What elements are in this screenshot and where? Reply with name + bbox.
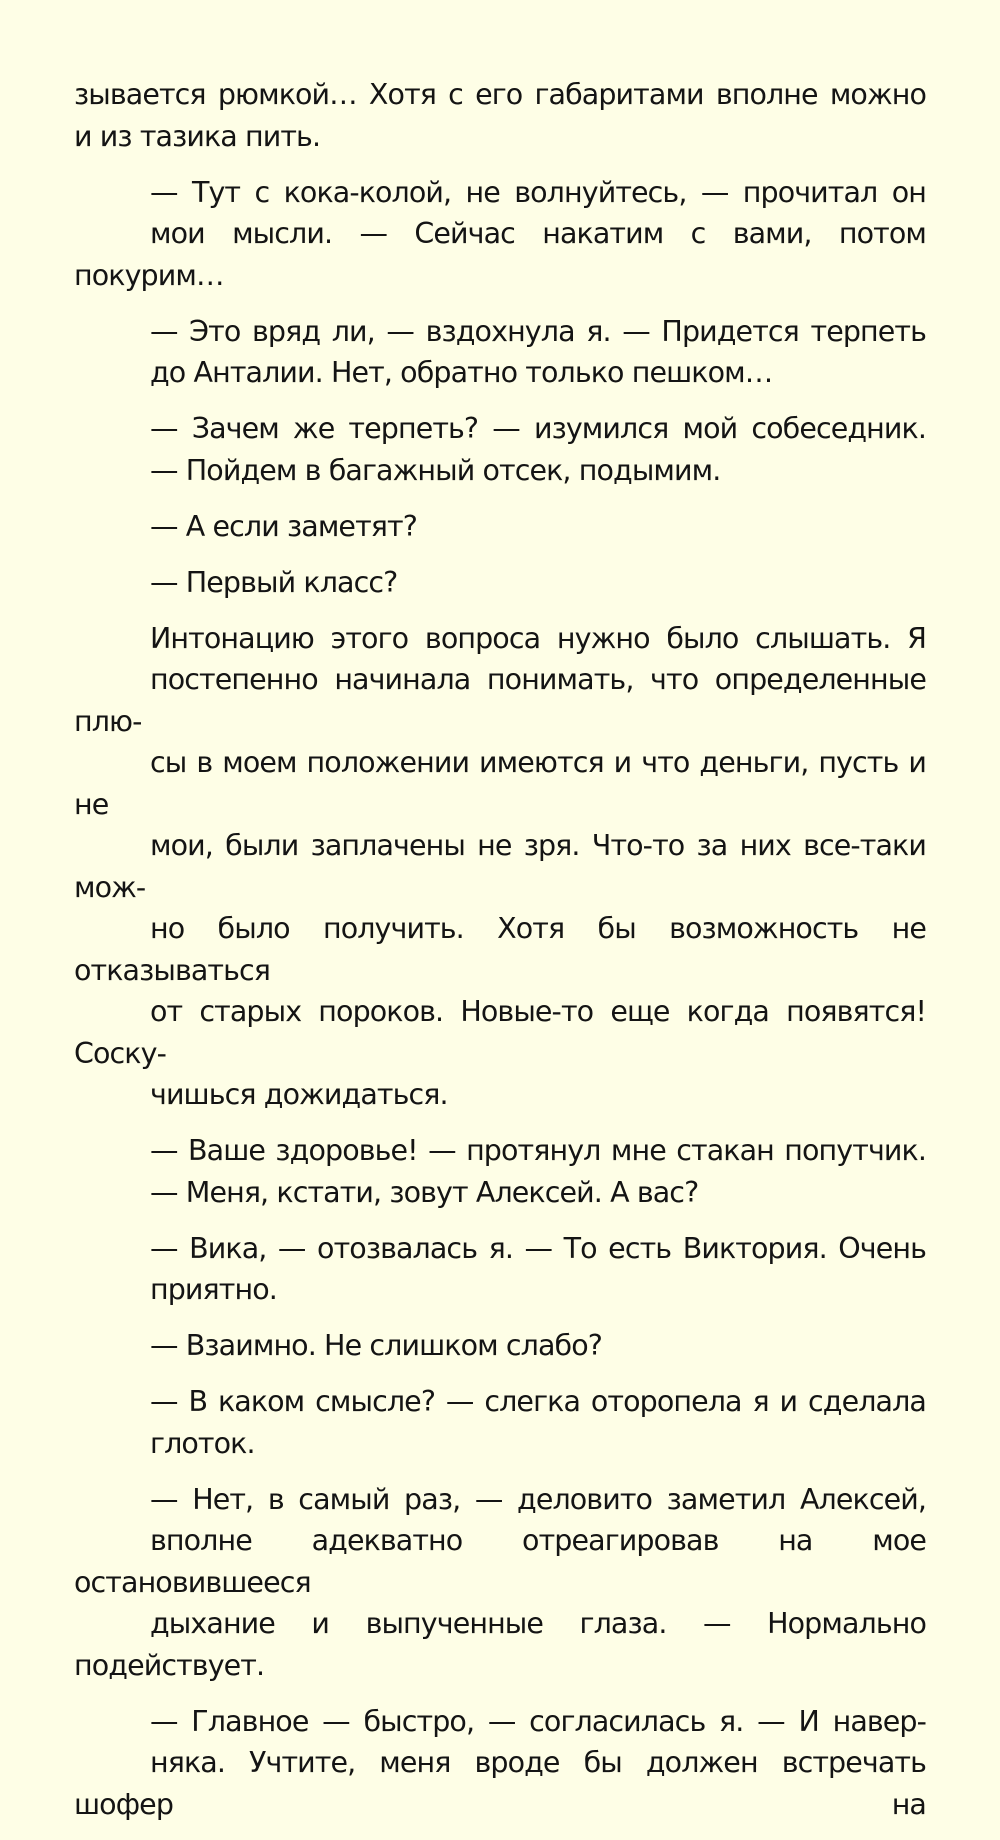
text-paragraph — [74, 1381, 926, 1464]
text-line: — Ваше здоровье! — протянул мне стакан попутчик. — [150, 1134, 926, 1167]
text-paragraph — [74, 1701, 926, 1826]
text-line: зывается рюмкой… Хотя с его габаритами вполне можно — [74, 78, 926, 111]
text-line: — А если заметят? — [150, 509, 417, 543]
text-line: — Главное — быстро, — согласилась я. — И навер- — [150, 1704, 926, 1738]
text-line: постепенно начинала понимать, что определенные плю- — [74, 663, 926, 738]
text-line: — Взаимно. Не слишком слабо? — [150, 1329, 602, 1362]
book-page — [74, 74, 926, 1840]
text-paragraph — [74, 1479, 926, 1687]
text-line: — Тут с кока-колой, не волнуйтесь, — прочитал он — [150, 175, 926, 209]
text-line: глоток. — [150, 1426, 255, 1460]
text-paragraph — [74, 562, 926, 604]
text-line: мои мысли. — Сейчас накатим с вами, потом покурим… — [74, 217, 926, 292]
text-paragraph — [74, 1325, 926, 1367]
text-line: приятно. — [150, 1273, 277, 1306]
text-line: — Зачем же терпеть? — изумился мой собеседник. — [150, 412, 926, 445]
text-paragraph — [74, 1228, 926, 1311]
text-line: дыхание и выпученные глаза. — Нормально подействует. — [74, 1607, 926, 1682]
text-paragraph — [74, 172, 926, 297]
text-line: чишься дожидаться. — [150, 1078, 448, 1111]
text-line: сы в моем положении имеются и что деньги, пусть и не — [74, 746, 926, 821]
text-line: вполне адекватно отреагировав на мое остановившееся — [74, 1524, 926, 1599]
text-line: Интонацию этого вопроса нужно было слышать. Я — [150, 621, 926, 655]
text-line: — Пойдем в багажный отсек, подымим. — [150, 453, 721, 487]
text-line: и из тазика пить. — [74, 119, 321, 153]
text-line: мои, были заплачены не зря. Что-то за них все-таки мож- — [74, 829, 926, 904]
text-line: няка. Учтите, меня вроде бы должен встречать шофер на — [74, 1746, 926, 1821]
text-paragraph — [74, 74, 926, 157]
text-paragraph — [74, 408, 926, 491]
text-line: — Вика, — отозвалась я. — То есть Виктория. Очень — [150, 1231, 926, 1265]
text-line: — Меня, кстати, зовут Алексей. А вас? — [150, 1175, 699, 1209]
text-line: — В каком смысле? — слегка оторопела я и сделала — [150, 1385, 926, 1418]
text-paragraph — [74, 1130, 926, 1213]
text-paragraph — [74, 311, 926, 394]
text-line: — Первый класс? — [150, 565, 398, 599]
text-line: — Нет, в самый раз, — деловито заметил Алексей, — [150, 1482, 926, 1516]
text-line: но было получить. Хотя бы возможность не отказываться — [74, 912, 926, 987]
text-paragraph — [74, 618, 926, 1116]
text-line: от старых пороков. Новые-то еще когда появятся! Соску- — [74, 995, 926, 1070]
text-line: — Это вряд ли, — вздохнула я. — Придется терпеть — [150, 314, 926, 348]
text-line: до Анталии. Нет, обратно только пешком… — [150, 356, 773, 389]
text-paragraph — [74, 506, 926, 548]
